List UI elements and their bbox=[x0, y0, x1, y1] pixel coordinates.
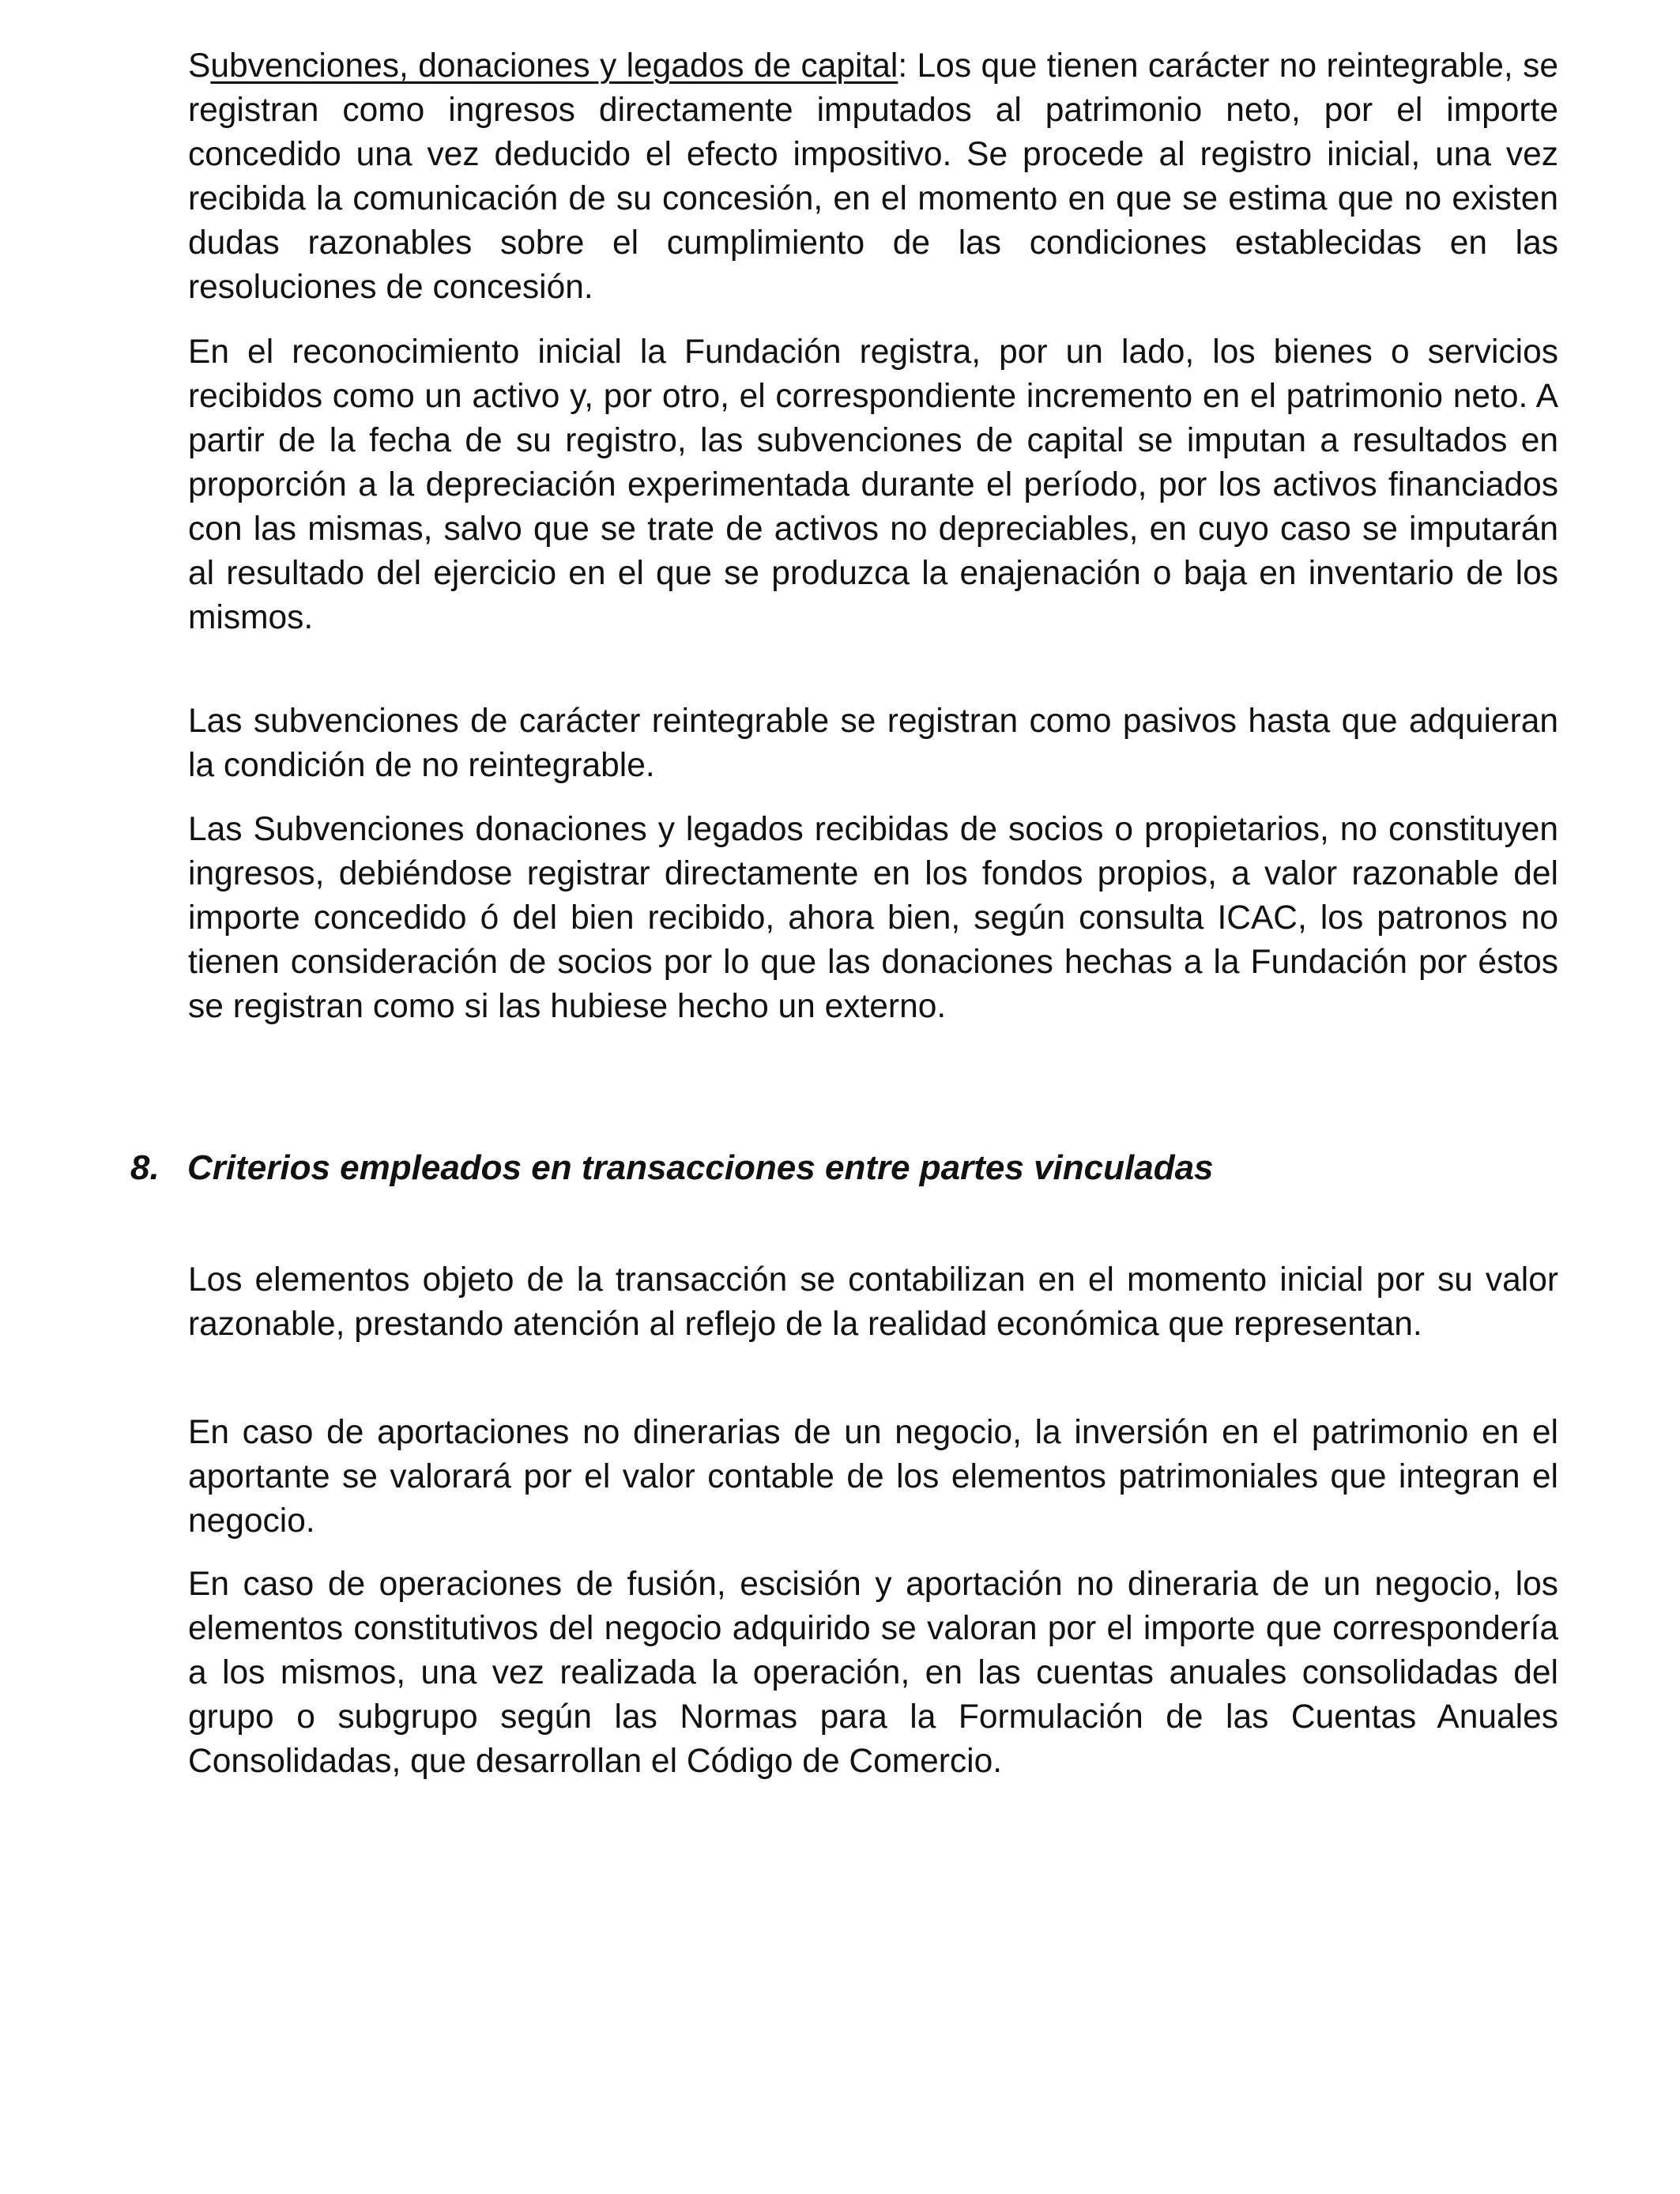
paragraph-subvenciones-definition bbox=[188, 44, 1558, 310]
paragraph-valor-razonable: Los elementos objeto de la transacción se contabilizan en el momento inicial por su valor razonable, prestando atención al reflejo de la realidad económica que representan. bbox=[188, 1261, 1558, 1343]
paragraph-aportaciones: En caso de aportaciones no dinerarias de un negocio, la inversión en el patrimonio en el aportante se valorará por el valor contable de los elementos patrimoniales que integran el negocio. bbox=[188, 1414, 1558, 1540]
section-heading bbox=[130, 1144, 1553, 1192]
paragraph-fusion-escision: En caso de operaciones de fusión, escisión y aportación no dineraria de un negocio, los elementos constitutivos del negocio adquirido se valoran por el importe que correspondería a los mismos, una vez realizada la operación, en las cuentas anuales consolidadas del grupo o subgrupo según las Normas para la Formulación de las Cuentas Anuales Consolidadas, que desarrollan el Código de Comercio. bbox=[188, 1566, 1558, 1780]
paragraph-reconocimiento-inicial: En el reconocimiento inicial la Fundación registra, por un lado, los bienes o servicios recibidos como un activo y, por otro, el correspondiente incremento en el patrimonio neto. A partir de la fecha de su registro, las subvenciones de capital se imputan a resultados en proporción a la depreciación experimentada durante el período, por los activos financiados con las mismas, salvo que se trate de activos no depreciables, en cuyo caso se imputarán al resultado del ejercicio en el que se produzca la enajenación o baja en inventario de los mismos. bbox=[188, 334, 1558, 636]
paragraph-body: : Los que tienen carácter no reintegrable, se registran como ingresos directamente imputados al patrimonio neto, por el importe concedido una vez deducido el efecto impositivo. Se procede al registro inicial, una vez recibida la comunicación de su concesión, en el momento en que se estima que no existen dudas razonables sobre el cumplimiento de las condiciones establecidas en las resoluciones de concesión. bbox=[188, 47, 1558, 306]
paragraph-lead-term: ubvenciones, donaciones y legados de capital bbox=[210, 47, 898, 85]
paragraph-lead-initial: S bbox=[188, 47, 211, 85]
section-title: Criterios empleados en transacciones entre partes vinculadas bbox=[187, 1148, 1214, 1187]
paragraph-socios-propietarios: Las Subvenciones donaciones y legados recibidas de socios o propietarios, no constituyen ingresos, debiéndose registrar directamente en los fondos propios, a valor razonable del importe concedido ó del bien recibido, ahora bien, según consulta ICAC, los patronos no tienen consideración de socios por lo que las donaciones hechas a la Fundación por éstos se registran como si las hubiese hecho un externo. bbox=[188, 811, 1558, 1025]
section-number: 8. bbox=[130, 1148, 160, 1187]
paragraph-reintegrable: Las subvenciones de carácter reintegrable se registran como pasivos hasta que adquieran la condición de no reintegrable. bbox=[188, 703, 1558, 784]
